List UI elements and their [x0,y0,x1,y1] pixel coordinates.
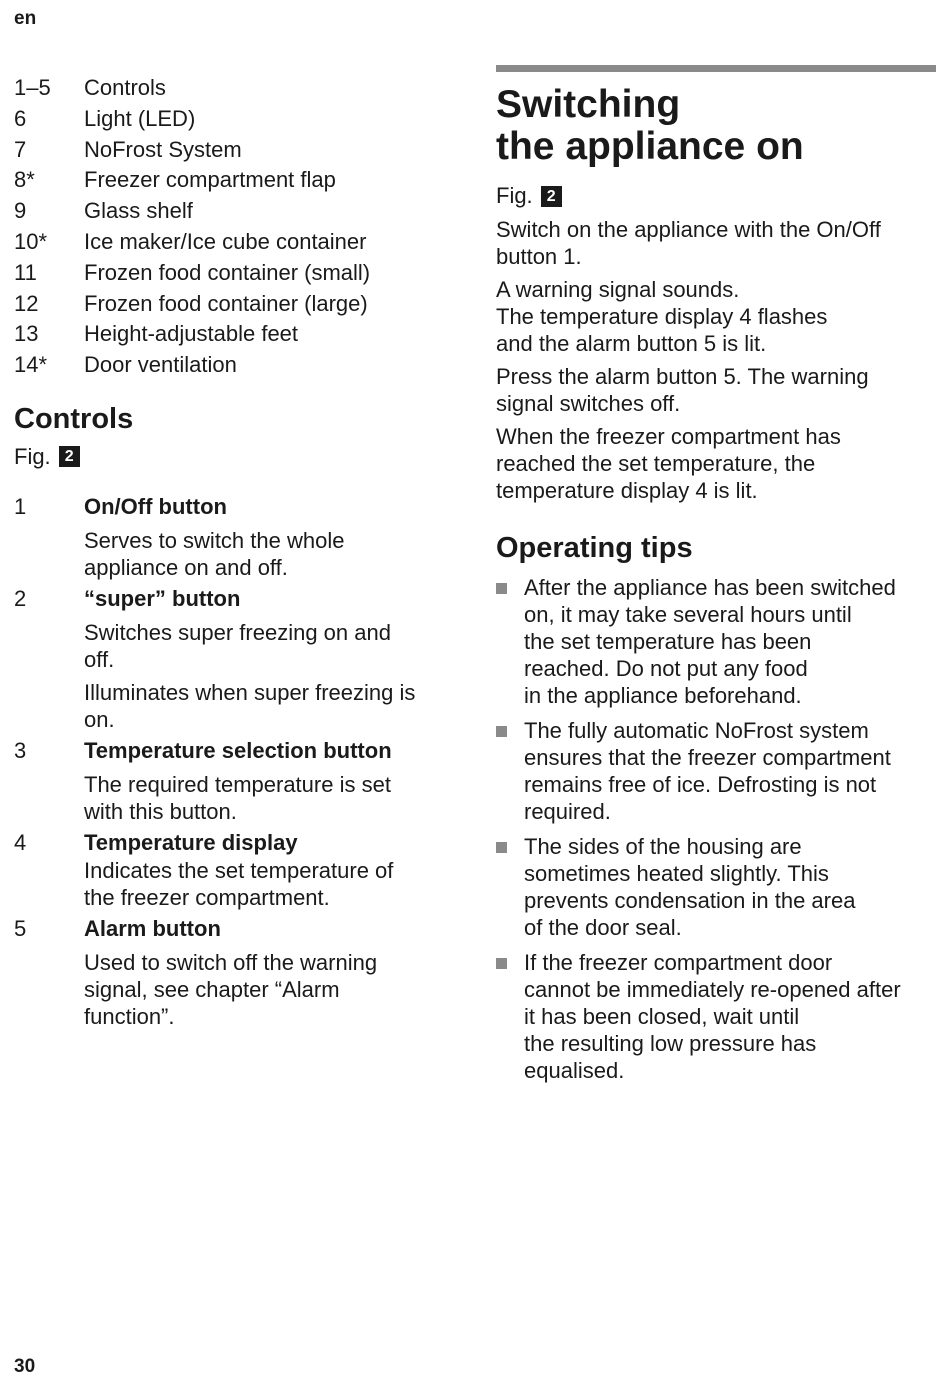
part-number: 6 [14,105,27,131]
control-description [84,527,454,581]
part-label: Frozen food container (small) [84,259,371,285]
text-line: button 1. [496,244,582,269]
desc-line: Serves to switch the whole [84,527,345,553]
list-item [496,833,936,941]
figure-reference [496,182,936,210]
control-title: Temperature display [84,829,298,855]
square-bullet-icon [496,958,507,969]
control-description [84,949,454,1030]
control-number: 3 [14,737,27,763]
control-item [14,493,454,581]
tips-list [496,574,936,1084]
desc-line: appliance on and off. [84,554,288,580]
title-line: the appliance on [496,125,804,168]
text-line: The temperature display 4 flashes [496,304,828,329]
left-column [14,73,454,1034]
control-number: 1 [14,493,27,519]
right-column [496,65,936,1092]
text-line: in the appliance beforehand. [524,683,802,708]
control-title: On/Off button [84,493,227,519]
list-item [14,350,454,381]
list-item [14,73,454,104]
control-item [14,829,454,911]
part-label: Glass shelf [84,198,193,224]
paragraph [496,216,936,270]
controls-list [14,493,454,1030]
text-line: The fully automatic NoFrost system [524,718,869,743]
part-label: Light (LED) [84,105,196,131]
desc-line: off. [84,646,115,672]
desc-line: Switches super freezing on and [84,619,391,645]
text-line: Switch on the appliance with the On/Off [496,217,881,242]
list-item [496,949,936,1084]
control-description [84,679,454,733]
list-item [14,196,454,227]
part-label: Controls [84,75,166,100]
desc-line: Illuminates when super freezing is [84,679,416,705]
desc-line: with this button. [84,798,237,824]
controls-heading: Controls [14,402,134,435]
control-title: Temperature selection button [84,737,392,763]
desc-line: the freezer compartment. [84,884,330,910]
desc-line: The required temperature is set [84,771,391,797]
text-line: reached the set temperature, the [496,451,816,476]
figure-number-badge: 2 [59,446,80,467]
desc-line: function”. [84,1003,175,1029]
text-line: required. [524,799,611,824]
text-line: equalised. [524,1058,625,1083]
control-number: 2 [14,585,27,611]
list-item [14,135,454,166]
square-bullet-icon [496,726,507,737]
figure-number-badge: 2 [541,186,562,207]
control-number: 4 [14,829,27,855]
list-item [14,104,454,135]
fig-label: Fig. [496,183,533,208]
part-number: 8* [14,167,35,193]
text-line: remains free of ice. Defrosting is not [524,772,877,797]
list-item [14,227,454,258]
text-line: After the appliance has been switched [524,575,896,600]
control-description [84,771,454,825]
part-number: 9 [14,198,27,224]
section-divider [496,65,936,72]
part-number: 12 [14,290,39,316]
paragraph [496,363,936,417]
part-label: Door ventilation [84,352,237,378]
control-title: Alarm button [84,915,221,941]
page-number: 30 [14,1356,36,1377]
list-item [496,574,936,709]
fig-label: Fig. [14,443,51,469]
text-line: If the freezer compartment door [524,950,833,975]
text-line: A warning signal sounds. [496,277,740,302]
text-line: signal switches off. [496,391,681,416]
control-number: 5 [14,915,27,941]
control-description [84,857,454,911]
list-item [496,717,936,825]
control-title: “super” button [84,585,241,611]
parts-list [14,73,454,381]
operating-tips-heading: Operating tips [496,532,693,564]
text-line: Press the alarm button 5. The warning [496,364,869,389]
list-item [14,289,454,320]
part-number: 11 [14,259,37,285]
part-number: 13 [14,321,39,347]
desc-line: Indicates the set temperature of [84,857,394,883]
text-line: cannot be immediately re-opened after [524,977,901,1002]
text-line: ensures that the freezer compartment [524,745,891,770]
title-line: Switching [496,83,681,126]
text-line: of the door seal. [524,915,682,940]
part-label: Height-adjustable feet [84,321,299,347]
control-item [14,915,454,1030]
control-item [14,737,454,825]
paragraph [496,276,936,357]
desc-line: Used to switch off the warning [84,949,378,975]
text-line: reached. Do not put any food [524,656,808,681]
square-bullet-icon [496,842,507,853]
part-label: Freezer compartment flap [84,167,336,193]
list-item [14,319,454,350]
part-number: 10* [14,228,48,254]
text-line: prevents condensation in the area [524,888,856,913]
text-line: When the freezer compartment has [496,424,841,449]
part-label: Ice maker/Ice cube container [84,228,367,254]
part-label: NoFrost System [84,136,242,162]
text-line: it has been closed, wait until [524,1004,800,1029]
text-line: the set temperature has been [524,629,812,654]
part-number: 14* [14,352,48,378]
figure-reference [14,443,454,471]
page-title [496,84,936,168]
part-number: 1–5 [14,75,51,100]
list-item [14,258,454,289]
square-bullet-icon [496,583,507,594]
control-description [84,619,454,673]
part-number: 7 [14,136,27,162]
text-line: temperature display 4 is lit. [496,478,758,503]
language-code: en [14,8,37,29]
text-line: The sides of the housing are [524,834,802,859]
text-line: and the alarm button 5 is lit. [496,331,767,356]
text-line: the resulting low pressure has [524,1031,817,1056]
text-line: sometimes heated slightly. This [524,861,829,886]
switching-body [496,216,936,504]
control-item [14,585,454,733]
list-item [14,165,454,196]
desc-line: signal, see chapter “Alarm [84,976,340,1002]
part-label: Frozen food container (large) [84,290,368,316]
text-line: on, it may take several hours until [524,602,852,627]
desc-line: on. [84,706,115,732]
paragraph [496,423,936,504]
